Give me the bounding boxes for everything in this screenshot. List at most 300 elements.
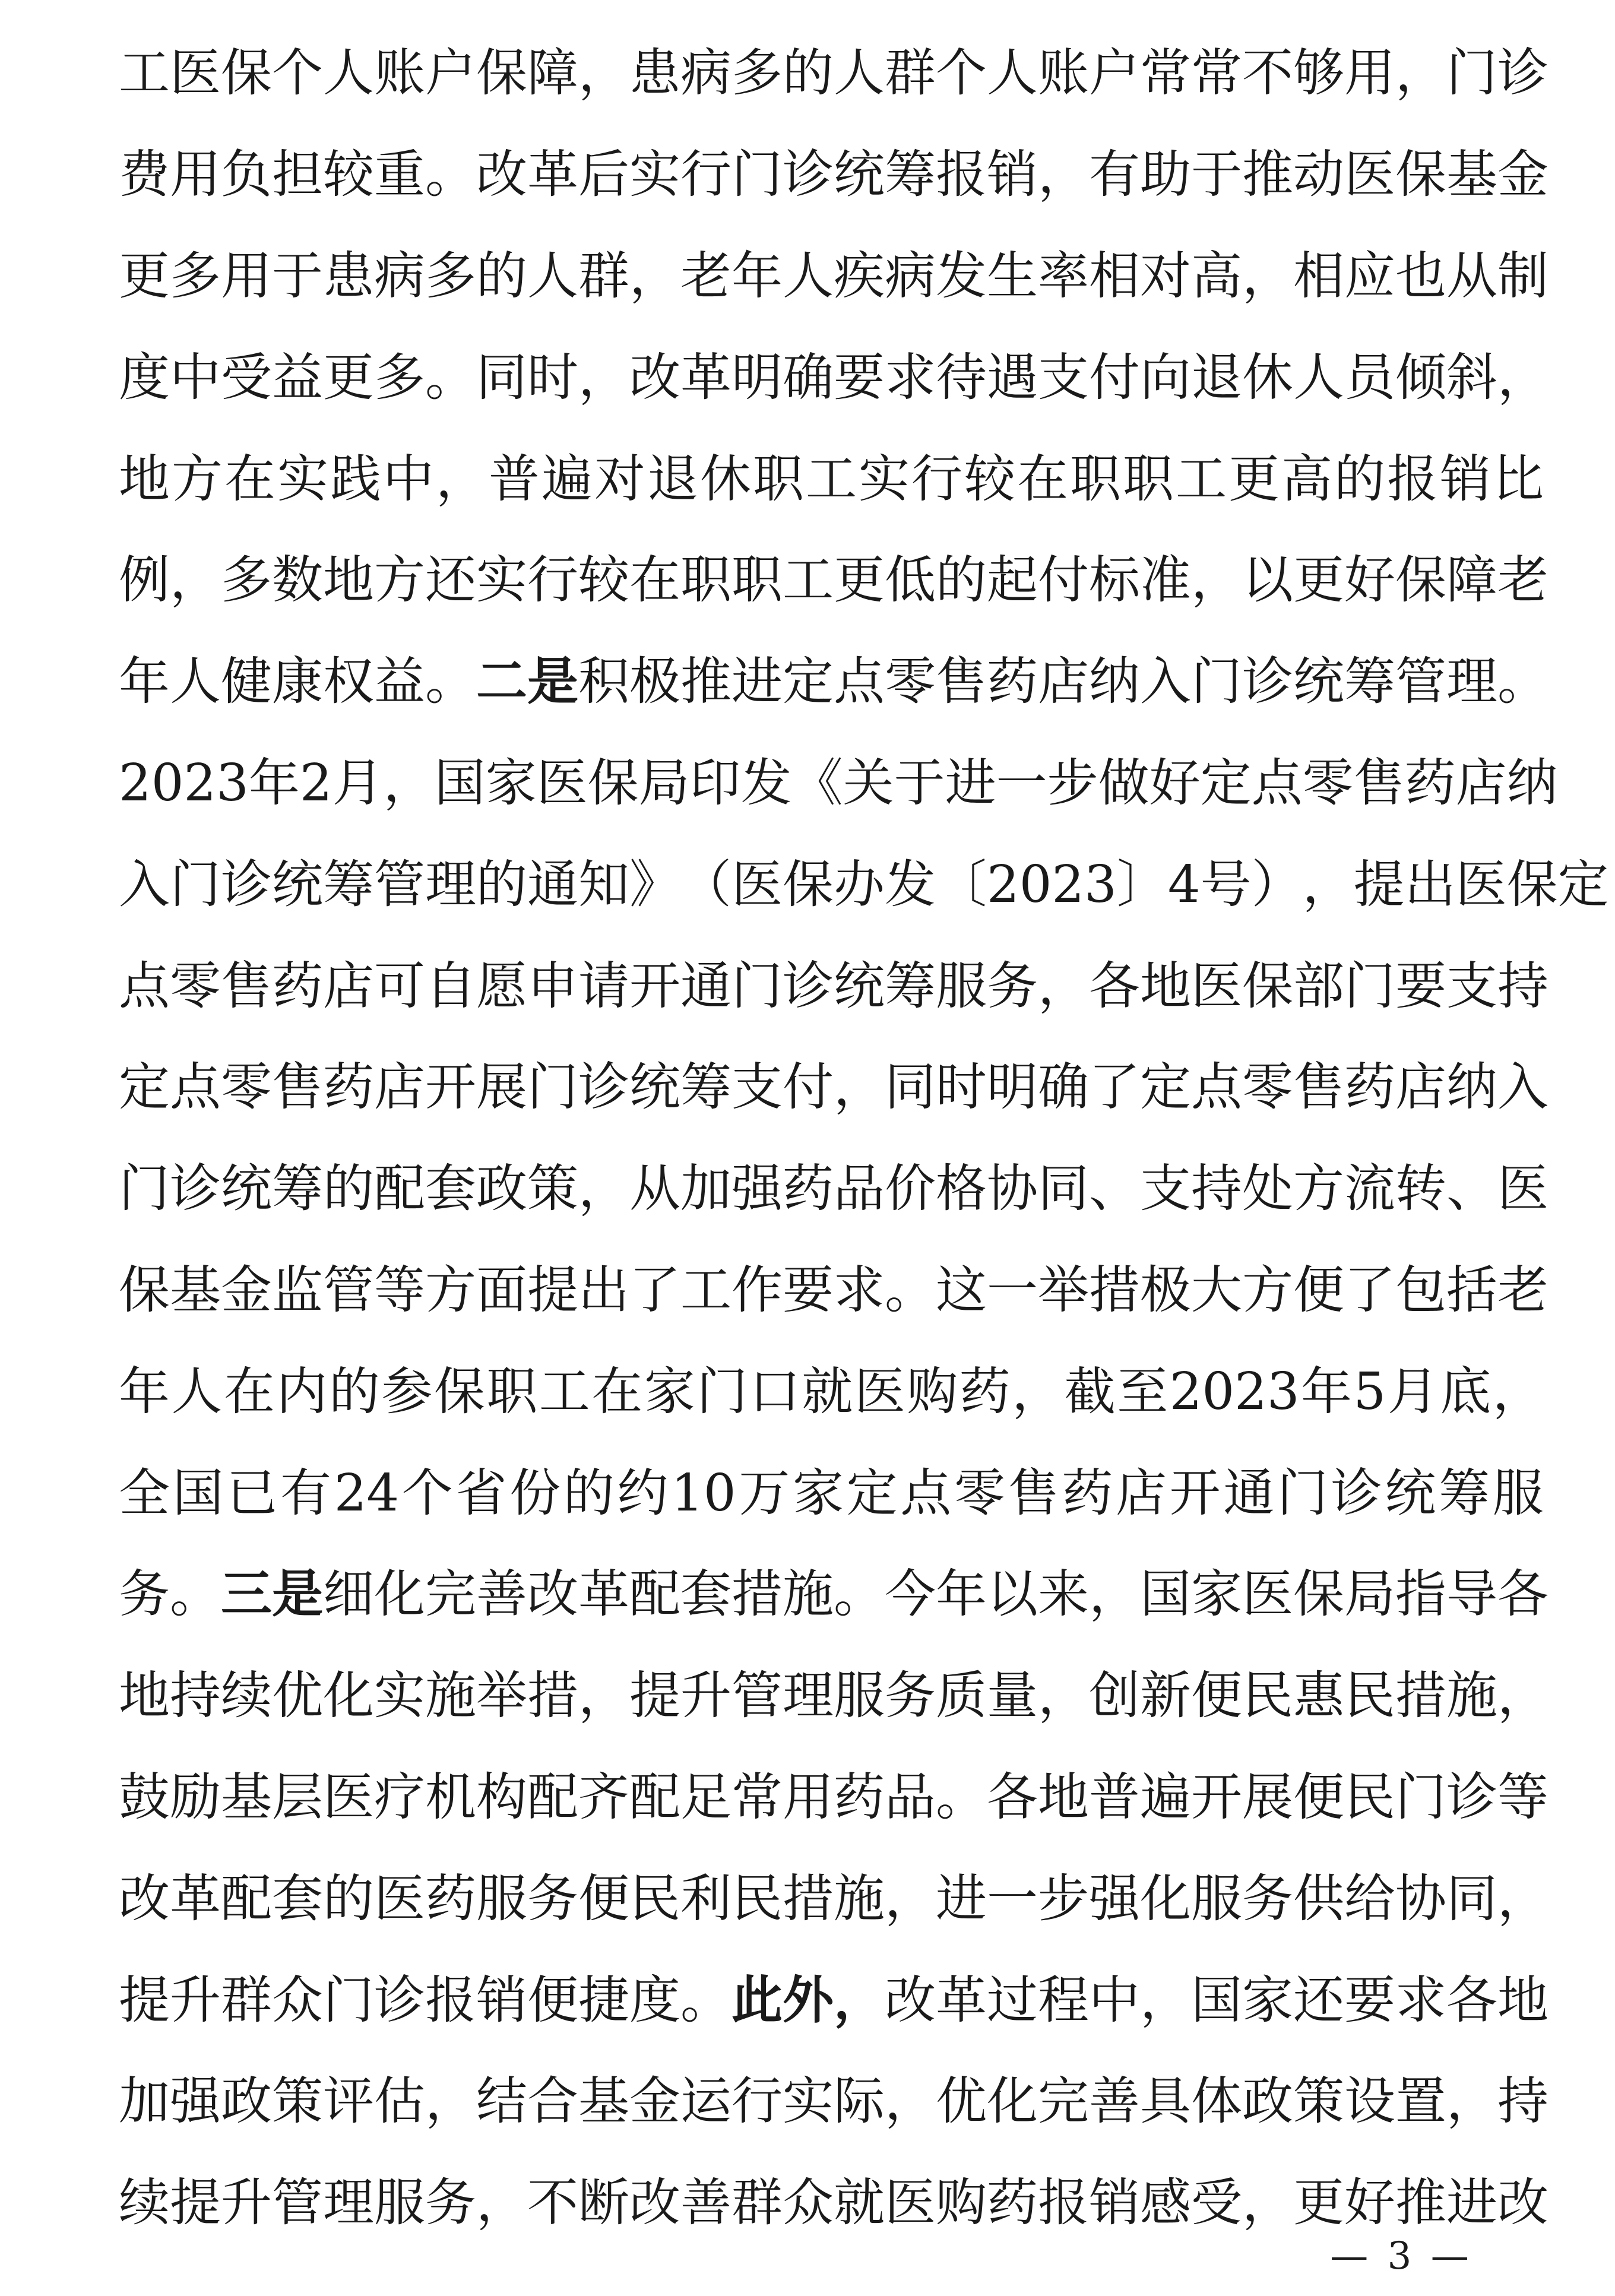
text-line [119, 935, 1548, 1037]
text-char: 斜 [1446, 347, 1497, 407]
text-char: 低 [885, 550, 936, 610]
text-char: 极 [1140, 1260, 1191, 1320]
text-char: 发 [885, 854, 936, 914]
text-char: 利 [680, 1869, 732, 1928]
text-char: 开 [629, 956, 680, 1016]
text-char: 购 [936, 2173, 987, 2233]
text-line [119, 2051, 1548, 2152]
text-line [119, 23, 1548, 124]
text-char: 标 [1089, 550, 1140, 610]
text-char: 群 [578, 246, 629, 306]
text-char: 关 [843, 753, 894, 813]
text-char: 。 [425, 145, 476, 205]
text-char: 月 [1387, 1361, 1439, 1421]
text-char: 诊 [1446, 1767, 1497, 1827]
text-char: 以 [987, 1565, 1038, 1624]
text-char: 工 [539, 1361, 590, 1421]
text-char: 、 [1446, 1159, 1497, 1219]
text-char: 际 [834, 2072, 885, 2132]
text-char: 支 [1140, 1159, 1191, 1219]
text-char: 部 [1293, 956, 1344, 1016]
text-char: 确 [783, 347, 834, 407]
text-char: 改 [119, 1869, 170, 1928]
text-char: 善 [476, 1565, 527, 1624]
text-char: 便 [578, 1869, 629, 1928]
text-char: 向 [1140, 347, 1191, 407]
text-char: 患 [323, 246, 374, 306]
text-char: 纳 [1089, 652, 1140, 712]
text-char: 进 [732, 652, 783, 712]
text-char: 革 [680, 347, 732, 407]
text-char: 个 [401, 1463, 453, 1523]
text-char: 措 [527, 1666, 578, 1726]
text-char: 定 [1557, 854, 1609, 914]
text-char: 革 [527, 145, 578, 205]
text-char: 励 [170, 1767, 221, 1827]
text-line [119, 327, 1548, 428]
text-char: 对 [594, 449, 645, 509]
text-char: 明 [987, 1057, 1038, 1117]
text-char: 点 [170, 1057, 221, 1117]
text-char: ， [1012, 1361, 1063, 1421]
text-line [119, 428, 1544, 530]
text-char: 售 [221, 956, 272, 1016]
text-char: 报 [1387, 449, 1438, 509]
text-char: 行 [911, 449, 962, 509]
text-char: 时 [936, 1057, 987, 1117]
text-char: 策 [1293, 2072, 1344, 2132]
text-char: 门 [1446, 43, 1497, 103]
text-char: 包 [1395, 1260, 1446, 1320]
text-char: 创 [1089, 1666, 1140, 1726]
text-char: 办 [834, 854, 885, 914]
text-char: ， [476, 2173, 527, 2233]
text-char: 障 [527, 43, 578, 103]
text-char: 管 [374, 854, 425, 914]
text-char: 诊 [1497, 43, 1548, 103]
text-char: 服 [374, 2173, 425, 2233]
text-char: 老 [1497, 550, 1548, 610]
text-char: 就 [834, 2173, 885, 2233]
text-char: 好 [1344, 2173, 1395, 2233]
text-char: 截 [1064, 1361, 1116, 1421]
text-char: 制 [1497, 246, 1548, 306]
text-char: 店 [323, 956, 374, 1016]
text-char: 年 [732, 246, 783, 306]
bold-text-char: 三 [221, 1565, 272, 1624]
text-char: 化 [987, 2072, 1038, 2132]
text-char: 病 [885, 246, 936, 306]
text-char: 2 [299, 753, 332, 813]
text-char: 就 [802, 1361, 853, 1421]
text-char: 保 [221, 43, 272, 103]
text-char: 好 [1344, 550, 1395, 610]
text-char: 家 [485, 753, 537, 813]
text-char: 账 [374, 43, 425, 103]
text-char: ， [425, 2072, 476, 2132]
text-char: 》 [629, 854, 680, 914]
text-char: 退 [1191, 347, 1242, 407]
text-char: 通 [680, 956, 732, 1016]
text-char: 展 [1242, 1767, 1293, 1827]
text-char: 零 [885, 652, 936, 712]
text-char: 医 [536, 753, 588, 813]
text-char: 服 [1492, 1463, 1544, 1523]
text-char: 门 [732, 145, 783, 205]
text-char: 筹 [680, 1057, 732, 1117]
text-char: 善 [1089, 2072, 1140, 2132]
text-char: 基 [578, 2072, 629, 2132]
text-char: ， [885, 1869, 936, 1928]
text-char: 求 [834, 1260, 885, 1320]
text-char: 年 [1301, 1361, 1353, 1421]
text-char: 实 [476, 550, 527, 610]
text-char: 在 [629, 550, 680, 610]
text-char: 提 [170, 2173, 221, 2233]
text-char: 点 [900, 1463, 952, 1523]
text-char: 政 [221, 2072, 272, 2132]
text-char: 疗 [374, 1767, 425, 1827]
text-char: 店 [1115, 1463, 1167, 1523]
text-char: 中 [170, 347, 221, 407]
text-char: 的 [328, 1361, 380, 1421]
text-char: 较 [323, 145, 374, 205]
text-char: 施 [783, 1565, 834, 1624]
text-char: 一 [987, 1260, 1038, 1320]
text-char: 诊 [1242, 652, 1293, 712]
text-char: 店 [1038, 652, 1089, 712]
text-char: 起 [987, 550, 1038, 610]
text-char: 员 [1344, 347, 1395, 407]
text-char: 休 [700, 449, 751, 509]
text-char: 配 [527, 1767, 578, 1827]
text-char: 提 [119, 1970, 170, 2030]
text-char: 知 [578, 854, 629, 914]
text-char: 民 [1242, 1666, 1293, 1726]
text-char: 个 [272, 43, 323, 103]
text-char: 的 [563, 1463, 615, 1523]
text-char: 医 [1497, 1159, 1548, 1219]
text-char: ， [1242, 2173, 1293, 2233]
text-char: 好 [1149, 753, 1201, 813]
text-char: 群 [732, 2173, 783, 2233]
text-char: 售 [1353, 753, 1405, 813]
text-char: 。 [834, 1565, 885, 1624]
text-char: 人 [783, 246, 834, 306]
text-char: ， [578, 1666, 629, 1726]
text-char: 人 [170, 652, 221, 712]
text-char: 付 [783, 1057, 834, 1117]
text-char: 持 [1497, 956, 1548, 1016]
text-char: 职 [1123, 449, 1174, 509]
text-char: （ [680, 854, 732, 914]
text-char: 万 [739, 1463, 790, 1523]
text-char: 推 [1395, 2173, 1446, 2233]
bold-text-char: 是 [527, 652, 578, 712]
text-char: 门 [732, 956, 783, 1016]
text-char: 措 [1089, 1260, 1140, 1320]
text-line [119, 631, 1548, 733]
text-char: 务 [885, 1666, 936, 1726]
text-char: 职 [680, 550, 732, 610]
text-char: ， [1242, 246, 1293, 306]
text-char: 服 [936, 956, 987, 1016]
text-char: 群 [221, 1970, 272, 2030]
text-char: 在 [591, 1361, 643, 1421]
text-char: 。 [885, 1260, 936, 1320]
text-char: ， [578, 1159, 629, 1219]
text-char: 各 [1089, 956, 1140, 1016]
text-char: 保 [1506, 854, 1558, 914]
text-char: 这 [936, 1260, 987, 1320]
text-char: 筹 [885, 145, 936, 205]
text-char: 户 [425, 43, 476, 103]
text-char: 常 [732, 1767, 783, 1827]
text-char: ， [1497, 1869, 1548, 1928]
text-char: 定 [846, 1463, 898, 1523]
text-char: 持 [170, 1666, 221, 1726]
text-char: 2023 [1169, 1361, 1300, 1421]
text-char: 率 [1038, 246, 1089, 306]
text-char: 程 [1038, 1970, 1089, 2030]
text-char: 工 [680, 1260, 732, 1320]
text-char: 有 [1089, 145, 1140, 205]
text-char: 定 [783, 652, 834, 712]
text-char: 职 [486, 1361, 538, 1421]
text-char: 管 [1395, 652, 1446, 712]
text-char: 常 [1140, 43, 1191, 103]
text-char: 门 [1344, 956, 1395, 1016]
text-char: 药 [834, 1767, 885, 1827]
text-char: ， [1191, 550, 1242, 610]
text-char: 措 [1395, 1666, 1446, 1726]
text-char: 统 [1293, 652, 1344, 712]
text-char: 断 [578, 2173, 629, 2233]
text-char: 强 [732, 1159, 783, 1219]
text-char: 导 [1446, 1565, 1497, 1624]
text-char: 设 [1344, 2072, 1395, 2132]
text-char: 诊 [1331, 1463, 1382, 1523]
text-char: 求 [885, 347, 936, 407]
text-char: 的 [1334, 449, 1385, 509]
text-char: 极 [629, 652, 680, 712]
text-char: 也 [1395, 246, 1446, 306]
text-char: 合 [527, 2072, 578, 2132]
text-char: 负 [221, 145, 272, 205]
text-char: 管 [323, 1260, 374, 1320]
text-char: 不 [527, 2173, 578, 2233]
text-char: 筹 [272, 1159, 323, 1219]
text-char: 等 [374, 1260, 425, 1320]
text-char: 措 [732, 1565, 783, 1624]
text-char: 政 [1242, 2072, 1293, 2132]
text-line [119, 124, 1548, 226]
text-char: 推 [1242, 145, 1293, 205]
text-char: 续 [221, 1666, 272, 1726]
text-char: 置 [1395, 2072, 1446, 2132]
text-char: 多 [374, 347, 425, 407]
text-char: 举 [476, 1666, 527, 1726]
text-char: 受 [221, 347, 272, 407]
text-char: 用 [170, 145, 221, 205]
text-char: 户 [1089, 43, 1140, 103]
text-char: 便 [1293, 1260, 1344, 1320]
text-char: 受 [1191, 2173, 1242, 2233]
text-char: 医 [1344, 145, 1395, 205]
text-char: 给 [1344, 1869, 1395, 1928]
text-char: 职 [753, 449, 804, 509]
text-char: 进 [945, 753, 996, 813]
text-char: 重 [374, 145, 425, 205]
text-line [119, 1848, 1548, 1949]
text-char: 定 [1200, 753, 1252, 813]
text-char: 工 [806, 449, 857, 509]
text-char: 诊 [170, 1159, 221, 1219]
text-char: 配 [629, 1767, 680, 1827]
text-char: 地 [1497, 1970, 1548, 2030]
text-char: ， [170, 550, 221, 610]
text-char: 医 [1455, 854, 1507, 914]
text-char: 大 [1191, 1260, 1242, 1320]
text-char: 对 [1140, 246, 1191, 306]
text-char: 药 [323, 1057, 374, 1117]
text-char: 个 [936, 43, 987, 103]
text-char: 明 [732, 347, 783, 407]
text-char: 自 [425, 956, 476, 1016]
text-char: 时 [527, 347, 578, 407]
text-char: 升 [680, 1666, 732, 1726]
text-char: 确 [1038, 1057, 1089, 1117]
text-char: 举 [1038, 1260, 1089, 1320]
text-char: 同 [1446, 1869, 1497, 1928]
text-char: 店 [1455, 753, 1507, 813]
text-char: 出 [578, 1260, 629, 1320]
text-char: 的 [476, 246, 527, 306]
text-char: 提 [527, 1260, 578, 1320]
text-char: 理 [783, 1666, 834, 1726]
text-char: 管 [272, 2173, 323, 2233]
text-char: 可 [374, 956, 425, 1016]
text-char: 施 [425, 1666, 476, 1726]
text-char: 各 [1497, 1565, 1548, 1624]
text-char: 入 [119, 854, 170, 914]
text-char: ， [578, 43, 629, 103]
bold-text-char: 外 [783, 1970, 834, 2030]
text-char: 统 [629, 1057, 680, 1117]
text-char: 续 [119, 2173, 170, 2233]
text-char: 付 [1038, 550, 1089, 610]
text-char: 价 [885, 1159, 936, 1219]
text-char: 于 [1191, 145, 1242, 205]
text-char: 金 [221, 1260, 272, 1320]
text-char: 要 [1395, 956, 1446, 1016]
text-char: 同 [885, 1057, 936, 1117]
text-char: 务 [987, 956, 1038, 1016]
text-char: 国 [1191, 1970, 1242, 2030]
text-char: 完 [1038, 2072, 1089, 2132]
text-char: 零 [1242, 1057, 1293, 1117]
text-char: 化 [374, 1565, 425, 1624]
text-char: 至 [1117, 1361, 1168, 1421]
text-char: 更 [119, 246, 170, 306]
text-char: 更 [1293, 2173, 1344, 2233]
text-char: 。 [680, 1970, 732, 2030]
text-char: 应 [1344, 246, 1395, 306]
text-char: 用 [783, 1767, 834, 1827]
text-char: 店 [1395, 1057, 1446, 1117]
text-char: 印 [689, 753, 741, 813]
text-char: 纳 [1446, 1057, 1497, 1117]
text-char: 份 [509, 1463, 561, 1523]
text-char: 生 [987, 246, 1038, 306]
text-char: 面 [476, 1260, 527, 1320]
text-char: ， [834, 1057, 885, 1117]
text-char: 套 [425, 1159, 476, 1219]
text-char: 门 [323, 1970, 374, 2030]
text-char: 底 [1440, 1361, 1492, 1421]
text-char: ， [1302, 854, 1354, 914]
text-char: 人 [1293, 347, 1344, 407]
text-char: 点 [1251, 753, 1303, 813]
text-char: 统 [272, 854, 323, 914]
text-char: 在 [1017, 449, 1068, 509]
text-char: 优 [272, 1666, 323, 1726]
text-char: 理 [323, 2173, 374, 2233]
text-char: 门 [527, 1057, 578, 1117]
text-char: 相 [1293, 246, 1344, 306]
text-char: 〔 [936, 854, 987, 914]
text-char: 数 [272, 550, 323, 610]
text-char: 套 [272, 1869, 323, 1928]
text-char: 行 [527, 550, 578, 610]
text-char: 更 [1293, 550, 1344, 610]
text-char: 费 [119, 145, 170, 205]
text-char: 同 [476, 347, 527, 407]
text-char: 〕 [1116, 854, 1168, 914]
text-char: 药 [1062, 1463, 1113, 1523]
text-char: 持 [1497, 2072, 1548, 2132]
text-char: 在 [223, 1361, 275, 1421]
text-line [119, 1341, 1544, 1442]
text-line [119, 733, 1558, 834]
text-char: 通 [1223, 1463, 1275, 1523]
text-char: 方 [1242, 1260, 1293, 1320]
text-char: 管 [732, 1666, 783, 1726]
text-char: 入 [1497, 1057, 1548, 1117]
text-char: 人 [527, 246, 578, 306]
text-char: 售 [1293, 1057, 1344, 1117]
text-char: 实 [374, 1666, 425, 1726]
text-char: 机 [425, 1767, 476, 1827]
text-char: 保 [783, 854, 834, 914]
text-char: 门 [170, 854, 221, 914]
text-char: 比 [1493, 449, 1544, 509]
text-char: 多 [170, 246, 221, 306]
text-char: 售 [272, 1057, 323, 1117]
text-char: 销 [987, 145, 1038, 205]
text-char: 定 [119, 1057, 170, 1117]
text-char: 诊 [578, 1057, 629, 1117]
text-char: 的 [323, 1869, 374, 1928]
text-char: 持 [1191, 1159, 1242, 1219]
text-char: 零 [1302, 753, 1354, 813]
text-char: 保 [1242, 956, 1293, 1016]
text-char: ， [1038, 956, 1089, 1016]
text-char: 。 [936, 1767, 987, 1827]
text-char: 革 [936, 1970, 987, 2030]
text-char: 5 [1353, 1361, 1386, 1421]
text-char: 号 [1200, 854, 1252, 914]
